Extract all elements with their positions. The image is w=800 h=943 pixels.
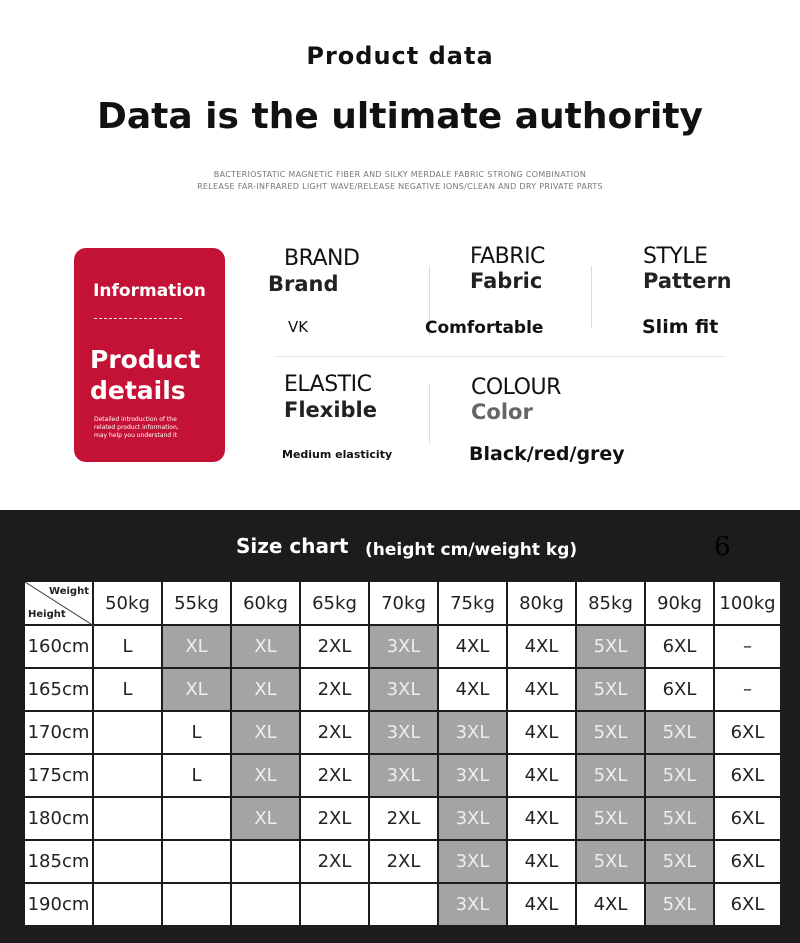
size-cell — [93, 797, 162, 840]
tagline-line-2: RELEASE FAR-INFRARED LIGHT WAVE/RELEASE NEGATIVE IONS/CLEAN AND DRY PRIVATE PARTS — [197, 182, 603, 191]
size-cell: – — [714, 668, 781, 711]
divider-vertical-3 — [429, 384, 430, 444]
size-cell — [162, 883, 231, 926]
elastic-value: Medium elasticity — [282, 448, 393, 461]
size-cell: 5XL — [645, 711, 714, 754]
size-chart-section — [0, 510, 800, 943]
style-english-label: STYLE — [643, 244, 708, 269]
tagline-line-1: BACTERIOSTATIC MAGNETIC FIBER AND SILKY MERDALE FABRIC STRONG COMBINATION — [213, 170, 587, 179]
size-cell — [162, 840, 231, 883]
card-desc-line-2: related product information, — [94, 424, 179, 431]
product-details-card — [74, 248, 225, 462]
weight-header-cell: 100kg — [714, 581, 781, 625]
size-cell — [369, 883, 438, 926]
card-title — [90, 344, 220, 406]
size-cell: 5XL — [576, 840, 645, 883]
size-cell: 6XL — [645, 668, 714, 711]
size-cell: L — [162, 711, 231, 754]
card-info-label: Information — [93, 281, 206, 301]
size-cell: 4XL — [507, 883, 576, 926]
card-divider — [94, 318, 182, 319]
section-title: Data is the ultimate authority — [96, 96, 704, 137]
size-cell: 4XL — [507, 711, 576, 754]
height-label-cell: 170cm — [24, 711, 93, 754]
colour-label: Color — [471, 400, 533, 424]
card-title-line-1: Product — [90, 345, 201, 374]
colour-value: Black/red/grey — [469, 443, 625, 465]
corner-weight-label: Weight — [49, 586, 89, 597]
size-cell: 2XL — [300, 840, 369, 883]
weight-header-cell: 85kg — [576, 581, 645, 625]
divider-vertical-2 — [591, 266, 592, 328]
size-cell — [231, 840, 300, 883]
size-cell: 3XL — [438, 797, 507, 840]
size-cell: 3XL — [438, 883, 507, 926]
brand-value: VK — [288, 318, 309, 336]
size-cell — [93, 711, 162, 754]
size-cell: 3XL — [369, 668, 438, 711]
size-cell: 6XL — [714, 883, 781, 926]
size-cell: 5XL — [645, 883, 714, 926]
size-cell — [162, 797, 231, 840]
height-label-cell: 175cm — [24, 754, 93, 797]
size-cell — [93, 840, 162, 883]
weight-header-cell: 55kg — [162, 581, 231, 625]
table-row — [24, 668, 781, 711]
weight-header-cell: 60kg — [231, 581, 300, 625]
size-cell: 2XL — [369, 840, 438, 883]
height-label-cell: 160cm — [24, 625, 93, 668]
table-corner-cell — [24, 581, 93, 625]
stray-number-mark: 6 — [714, 532, 731, 562]
size-cell: 4XL — [507, 668, 576, 711]
size-cell: XL — [231, 668, 300, 711]
size-cell: 5XL — [645, 840, 714, 883]
size-cell: 3XL — [369, 711, 438, 754]
fabric-label: Fabric — [470, 269, 543, 293]
corner-height-label: Height — [28, 609, 66, 620]
weight-header-cell: 50kg — [93, 581, 162, 625]
size-chart-title: Size chart — [236, 534, 349, 558]
size-cell: 3XL — [438, 711, 507, 754]
style-value: Slim fit — [642, 316, 719, 338]
size-cell: 2XL — [369, 797, 438, 840]
weight-header-cell: 75kg — [438, 581, 507, 625]
size-cell: 4XL — [438, 625, 507, 668]
elastic-english-label: ELASTIC — [284, 372, 372, 397]
size-chart-header-row — [24, 581, 781, 625]
size-cell: 3XL — [369, 625, 438, 668]
table-row — [24, 711, 781, 754]
size-chart-table — [23, 580, 782, 927]
size-cell — [93, 754, 162, 797]
size-cell: L — [162, 754, 231, 797]
size-cell: 5XL — [576, 625, 645, 668]
size-cell: XL — [231, 711, 300, 754]
card-title-line-2: details — [90, 376, 186, 405]
brand-english-label: BRAND — [284, 246, 360, 271]
size-cell: 2XL — [300, 625, 369, 668]
size-cell: XL — [162, 625, 231, 668]
height-label-cell: 190cm — [24, 883, 93, 926]
size-cell: XL — [231, 754, 300, 797]
elastic-label: Flexible — [284, 398, 378, 422]
table-row — [24, 840, 781, 883]
size-cell: 5XL — [576, 754, 645, 797]
size-cell: 4XL — [507, 797, 576, 840]
size-cell: 5XL — [576, 797, 645, 840]
height-label-cell: 185cm — [24, 840, 93, 883]
table-row — [24, 754, 781, 797]
size-cell: 4XL — [507, 625, 576, 668]
divider-horizontal — [276, 356, 726, 357]
size-cell: – — [714, 625, 781, 668]
section-subtitle: Product data — [306, 42, 494, 70]
size-cell: XL — [162, 668, 231, 711]
card-desc-line-1: Detailed introduction of the — [94, 416, 177, 423]
height-label-cell: 165cm — [24, 668, 93, 711]
size-cell: 4XL — [507, 840, 576, 883]
size-cell: 2XL — [300, 711, 369, 754]
fabric-value: Comfortable — [425, 318, 544, 338]
size-cell: 4XL — [576, 883, 645, 926]
size-cell: XL — [231, 625, 300, 668]
size-cell: 2XL — [300, 754, 369, 797]
size-cell: 4XL — [438, 668, 507, 711]
size-cell: L — [93, 625, 162, 668]
size-cell: 5XL — [645, 797, 714, 840]
table-row — [24, 625, 781, 668]
size-cell: 2XL — [300, 797, 369, 840]
size-cell: 6XL — [714, 711, 781, 754]
size-cell — [231, 883, 300, 926]
size-cell: L — [93, 668, 162, 711]
size-cell: 6XL — [714, 754, 781, 797]
size-cell: 3XL — [438, 840, 507, 883]
table-row — [24, 797, 781, 840]
brand-label: Brand — [268, 272, 339, 296]
size-chart-subtitle: (height cm/weight kg) — [365, 540, 578, 560]
size-cell: 6XL — [714, 840, 781, 883]
size-cell — [93, 883, 162, 926]
size-cell: 5XL — [645, 754, 714, 797]
size-cell: 3XL — [369, 754, 438, 797]
size-cell: 6XL — [714, 797, 781, 840]
fabric-english-label: FABRIC — [470, 244, 545, 269]
weight-header-cell: 90kg — [645, 581, 714, 625]
card-description — [94, 416, 206, 440]
table-row — [24, 883, 781, 926]
weight-header-cell: 80kg — [507, 581, 576, 625]
size-cell: 5XL — [576, 711, 645, 754]
size-cell: XL — [231, 797, 300, 840]
size-cell: 2XL — [300, 668, 369, 711]
size-cell — [300, 883, 369, 926]
size-cell: 6XL — [645, 625, 714, 668]
weight-header-cell: 65kg — [300, 581, 369, 625]
height-label-cell: 180cm — [24, 797, 93, 840]
size-cell: 3XL — [438, 754, 507, 797]
weight-header-cell: 70kg — [369, 581, 438, 625]
style-label: Pattern — [643, 269, 732, 293]
card-desc-line-3: may help you understand it — [94, 432, 178, 439]
colour-english-label: COLOUR — [471, 375, 561, 400]
size-cell: 4XL — [507, 754, 576, 797]
size-cell: 5XL — [576, 668, 645, 711]
